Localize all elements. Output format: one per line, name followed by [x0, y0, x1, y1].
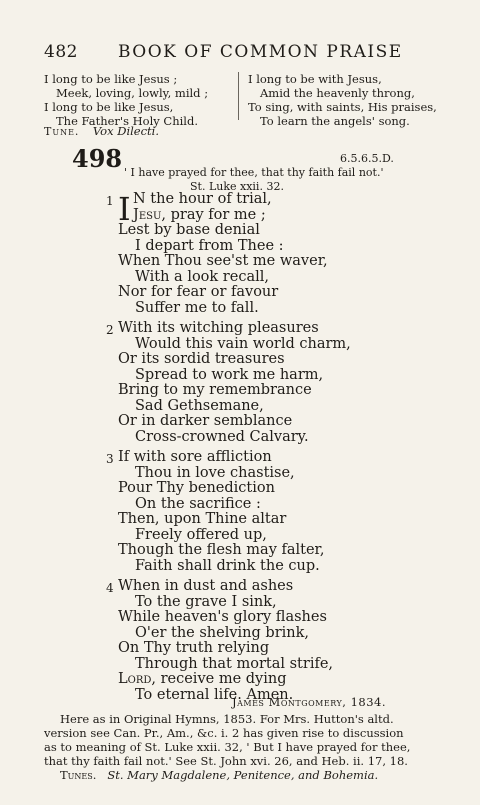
verse-line: With its witching pleasures	[118, 320, 319, 336]
verse-line: If with sore affliction	[118, 449, 272, 465]
verse-number: 3	[106, 452, 114, 466]
verse-line: Faith shall drink the cup.	[135, 557, 320, 574]
note-line: as to meaning of St. Luke xxii. 32, ' But I have prayed for thee,	[44, 740, 411, 754]
verse-line: Suffer me to fall.	[135, 299, 259, 316]
running-title: BOOK OF COMMON PRAISE	[118, 42, 403, 62]
verse-line: Or in darker semblance	[118, 413, 293, 429]
column-divider	[238, 72, 239, 120]
verse-line: Thou in love chastise,	[135, 464, 295, 481]
verse-line: While heaven's glory flashes	[118, 609, 327, 625]
tune-label: Tune.	[44, 125, 80, 138]
verse-line: Would this vain world charm,	[135, 335, 351, 352]
hymn-attribution	[232, 695, 386, 709]
verse-line: I depart from Thee :	[135, 237, 284, 254]
hymn-number: 498	[72, 144, 123, 173]
author: James Montgomery, 1834.	[232, 695, 386, 709]
verse-number: 1	[106, 194, 114, 208]
tunes-list: St. Mary Magdalene, Penitence, and Bohemia.	[107, 768, 379, 782]
prev-right-line: To sing, with saints, His praises,	[248, 100, 437, 114]
verse-line: O'er the shelving brink,	[135, 624, 309, 641]
verse-line: Lord, receive me dying	[118, 671, 287, 687]
prev-right-line: I long to be with Jesus,	[248, 72, 382, 86]
prev-left-line: I long to be like Jesus,	[44, 100, 174, 114]
verse-number: 2	[106, 323, 114, 337]
verse-line: Pour Thy benediction	[118, 480, 275, 496]
tune-name: Vox Dilecti.	[92, 124, 160, 138]
verse-line: Lest by base denial	[118, 222, 260, 238]
verse-line: Through that mortal strife,	[135, 655, 334, 672]
prev-left-line: I long to be like Jesus ;	[44, 72, 178, 86]
note-line: version see Can. Pr., Am., &c. i. 2 has given rise to discussion	[44, 726, 404, 740]
verse-line: To eternal life. Amen.	[135, 686, 294, 703]
verse-line: Or its sordid treasures	[118, 351, 285, 367]
verse-line: Nor for fear or favour	[118, 284, 279, 300]
verse-line: Freely offered up,	[135, 526, 267, 543]
prev-hymn-right-column	[248, 72, 437, 128]
verse-line: Bring to my remembrance	[118, 382, 312, 398]
page-number: 482	[44, 42, 78, 62]
verse-line: N the hour of trial,	[133, 191, 272, 207]
verse-line: When in dust and ashes	[118, 578, 294, 594]
prev-left-line: The Father's Holy Child.	[56, 114, 199, 128]
verse-line: With a look recall,	[135, 268, 269, 285]
hymn-notes	[44, 712, 410, 782]
hymn-epigraph: ' I have prayed for thee, that thy faith fail not.'	[124, 166, 384, 179]
verse-line: Then, upon Thine altar	[118, 511, 287, 527]
verse-line: Cross-crowned Calvary.	[135, 428, 309, 445]
drop-cap: I	[118, 190, 131, 228]
prev-hymn-left-column	[44, 72, 208, 128]
note-line: Here as in Original Hymns, 1853. For Mrs. Hutton's altd.	[60, 712, 394, 726]
hymn-meter: 6.5.6.5.D.	[340, 152, 394, 165]
prev-hymn-tune	[44, 124, 159, 138]
verse-line: When Thou see'st me waver,	[118, 253, 328, 269]
hymn-epigraph-reference: St. Luke xxii. 32.	[190, 180, 284, 193]
prev-right-line: Amid the heavenly throng,	[260, 86, 415, 100]
verse-line: Sad Gethsemane,	[135, 397, 264, 414]
verse-line: Spread to work me harm,	[135, 366, 324, 383]
verse-line: On the sacrifice :	[135, 495, 261, 512]
prev-left-line: Meek, loving, lowly, mild ;	[56, 86, 209, 100]
verse-line: Though the flesh may falter,	[118, 542, 325, 558]
verse-number: 4	[106, 581, 114, 595]
verse-line: To the grave I sink,	[135, 593, 277, 610]
tunes-label: Tunes.	[60, 768, 97, 782]
verse-line: Jesu, pray for me ;	[133, 206, 266, 223]
note-line: that thy faith fail not.' See St. John xvi. 26, and Heb. ii. 17, 18.	[44, 754, 408, 768]
tunes-line	[44, 768, 410, 782]
verse-line: On Thy truth relying	[118, 640, 270, 656]
prev-right-line: To learn the angels' song.	[260, 114, 410, 128]
